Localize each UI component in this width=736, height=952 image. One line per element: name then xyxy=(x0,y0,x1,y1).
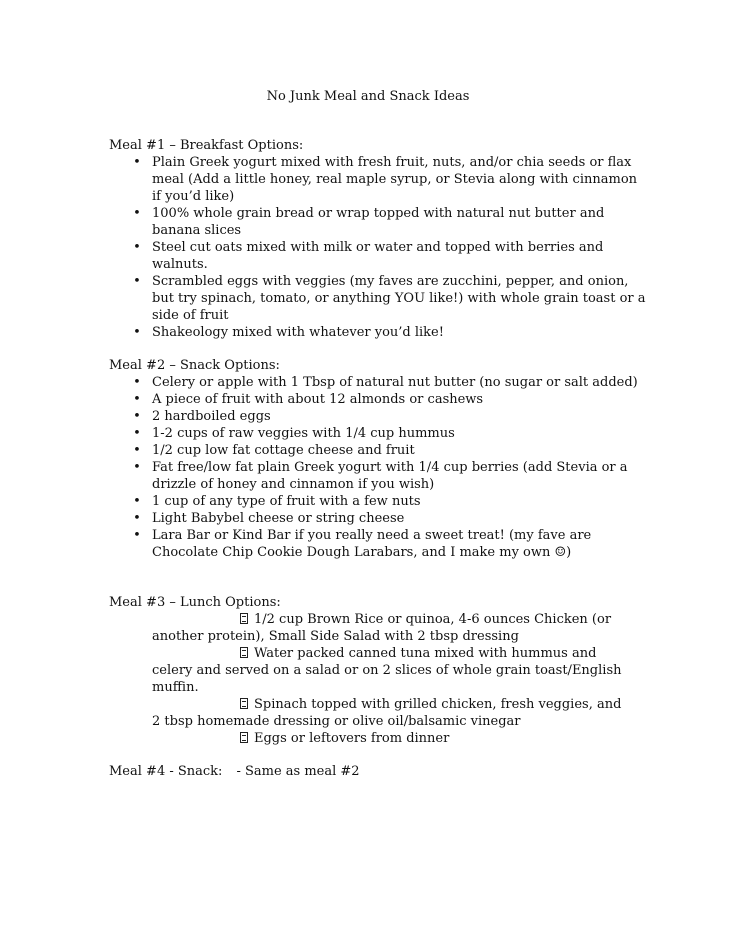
list-item xyxy=(109,442,649,459)
list-item xyxy=(109,510,649,527)
list-item-text: 1-2 cups of raw veggies with 1/4 cup hummus xyxy=(152,426,455,441)
bullet-icon: • xyxy=(133,240,141,255)
list-item-text: Lara Bar or Kind Bar if you really need a sweet treat! (my fave are Chocolate Chip Cookie Dough Larabars, and I make my own ☺) xyxy=(152,528,592,560)
list-item xyxy=(109,408,649,425)
list-item-text: Steel cut oats mixed with milk or water and topped with berries and walnuts. xyxy=(152,240,604,272)
meal1-list xyxy=(109,154,649,341)
list-item xyxy=(109,239,649,273)
meal3-list xyxy=(109,611,629,747)
list-item xyxy=(109,696,629,730)
list-item-text: Water packed canned tuna mixed with hummus and celery and served on a salad or on 2 slices of whole grain toast/English muffin. xyxy=(152,646,622,695)
bullet-icon: • xyxy=(133,460,141,475)
list-item xyxy=(109,273,649,324)
meal4-note: - Same as meal #2 xyxy=(236,764,360,779)
missing-glyph-box-icon xyxy=(240,698,248,709)
list-item-text: Plain Greek yogurt mixed with fresh fruit, nuts, and/or chia seeds or flax meal (Add a little honey, real maple syrup, or Stevia along with cinnamon if you’d like) xyxy=(152,155,638,204)
list-item-text: Fat free/low fat plain Greek yogurt with 1/4 cup berries (add Stevia or a drizzle of honey and cinnamon if you wish) xyxy=(152,460,628,492)
bullet-icon: • xyxy=(133,206,141,221)
meal2-list xyxy=(109,374,649,561)
list-item xyxy=(109,391,649,408)
list-item-text: A piece of fruit with about 12 almonds or cashews xyxy=(152,392,484,407)
list-item xyxy=(109,459,649,493)
list-item xyxy=(109,645,629,696)
list-item-text: Eggs or leftovers from dinner xyxy=(254,731,450,746)
bullet-icon: • xyxy=(133,528,141,543)
list-item xyxy=(109,527,649,561)
bullet-icon: • xyxy=(133,325,141,340)
bullet-icon: • xyxy=(133,274,141,289)
document-title: No Junk Meal and Snack Ideas xyxy=(266,89,470,104)
list-item xyxy=(109,611,629,645)
list-item-text: Shakeology mixed with whatever you’d like! xyxy=(152,325,444,340)
list-item xyxy=(109,374,649,391)
list-item-text: 100% whole grain bread or wrap topped with natural nut butter and banana slices xyxy=(152,206,605,238)
list-item xyxy=(109,493,649,510)
list-item-text: Light Babybel cheese or string cheese xyxy=(152,511,405,526)
list-item-text: Scrambled eggs with veggies (my faves are zucchini, pepper, and onion, but try spinach, tomato, or anything YOU like!) with whole grain toast or a side of fruit xyxy=(152,274,646,323)
list-item-text: Celery or apple with 1 Tbsp of natural nut butter (no sugar or salt added) xyxy=(152,375,638,390)
list-item xyxy=(109,205,649,239)
bullet-icon: • xyxy=(133,409,141,424)
meal3-heading: Meal #3 – Lunch Options: xyxy=(109,595,281,610)
list-item xyxy=(109,324,649,341)
missing-glyph-box-icon xyxy=(240,613,248,624)
missing-glyph-box-icon xyxy=(240,732,248,743)
meal4-heading: Meal #4 - Snack: xyxy=(109,764,223,779)
bullet-icon: • xyxy=(133,443,141,458)
bullet-icon: • xyxy=(133,375,141,390)
list-item-text: 1/2 cup Brown Rice or quinoa, 4-6 ounces Chicken (or another protein), Small Side Salad with 2 tbsp dressing xyxy=(152,612,612,644)
meal1-heading: Meal #1 – Breakfast Options: xyxy=(109,138,304,153)
list-item-text: Spinach topped with grilled chicken, fresh veggies, and 2 tbsp homemade dressing or olive oil/balsamic vinegar xyxy=(152,697,622,729)
list-item xyxy=(109,425,649,442)
list-item xyxy=(109,730,629,747)
list-item xyxy=(109,154,649,205)
list-item-text: 1 cup of any type of fruit with a few nuts xyxy=(152,494,421,509)
bullet-icon: • xyxy=(133,155,141,170)
bullet-icon: • xyxy=(133,511,141,526)
list-item-text: 2 hardboiled eggs xyxy=(152,409,271,424)
missing-glyph-box-icon xyxy=(240,647,248,658)
bullet-icon: • xyxy=(133,494,141,509)
meal2-heading: Meal #2 – Snack Options: xyxy=(109,358,280,373)
bullet-icon: • xyxy=(133,392,141,407)
meal4-line xyxy=(109,763,360,780)
list-item-text: 1/2 cup low fat cottage cheese and fruit xyxy=(152,443,415,458)
bullet-icon: • xyxy=(133,426,141,441)
